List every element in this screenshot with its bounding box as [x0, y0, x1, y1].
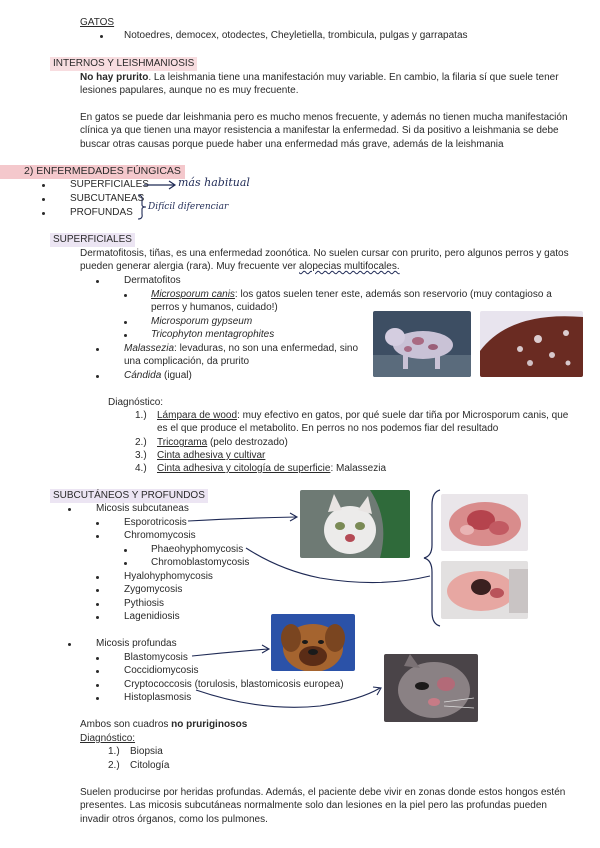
sub-item-lagenidiosis: Lagenidiosis [124, 611, 180, 622]
microsporum-canis-text: : los gatos suelen tener este, además son reservorio (muy contagioso a [234, 289, 552, 300]
fungicas-item-superficiales: SUPERFICIALES [70, 179, 149, 190]
ambos-text: Ambos son cuadros [80, 719, 172, 730]
lampara-wood-text: : muy efectivo en gatos, por qué suele dar tiña por Microsporum canis, que [237, 410, 569, 421]
cinta-citologia: Cinta adhesiva y citología de superficie [157, 463, 331, 474]
gatos-item: Notoedres, democex, otodectes, Cheyletiella, trombicula, pulgas y garrapatas [124, 30, 468, 41]
sub-diag-num-1: 1.) [108, 746, 120, 757]
internos-p1-text: . La leishmania tiene una manifestación muy variable. En cambio, la filaria sí que suele tener [148, 72, 559, 83]
microsporum-canis-name: Microsporum canis [151, 289, 235, 300]
superficiales-diag-title: Diagnóstico: [108, 397, 164, 408]
prof-item-coccidio: Coccidiomycosis [124, 665, 199, 676]
cinta-citologia-text: : Malassezia [330, 463, 387, 474]
sub-item-chromomycosis: Chromomycosis [124, 530, 196, 541]
ambos-line [80, 718, 247, 732]
chromo-sub-phaeo: Phaeohyphomycosis [151, 544, 244, 555]
handwritten-note-habitual: más habitual [178, 176, 250, 189]
superficiales-title: SUPERFICIALES [50, 233, 135, 247]
lampara-wood: Lámpara de wood [157, 410, 238, 421]
malassezia-name: Malassezia [124, 343, 175, 354]
micosis-subcutaneas: Micosis subcutaneas [96, 503, 189, 514]
candida-text: (igual) [161, 370, 192, 381]
superficiales-line1: Dermatofitosis, tiñas, es una enfermedad zoonótica. No suelen cursar con prurito, pero algunos perros y gatos [80, 248, 569, 259]
diag-wood-line2: es el que produce el metabolito. En perros no nos podemos fiar del resultado [157, 423, 499, 434]
gatos-title: GATOS [80, 17, 115, 28]
malassezia-line2: una complicación, da prurito [124, 356, 250, 367]
tricograma-text: (pelo destrozado) [207, 437, 288, 448]
sub-diag-citologia: Citología [130, 760, 170, 771]
diag-num-4: 4.) [135, 463, 147, 474]
diag-num-3: 3.) [135, 450, 147, 461]
no-prurito-label: No hay prurito [80, 72, 149, 83]
fungicas-item-subcutaneas: SUBCUTANEAS [70, 193, 145, 204]
fungicas-title: 2) ENFERMEDADES FÚNGICAS [0, 165, 185, 179]
no-pruriginosos: no pruriginosos [171, 719, 248, 730]
subcutaneos-diag-title: Diagnóstico: [80, 733, 136, 744]
prof-item-histo: Histoplasmosis [124, 692, 192, 703]
sub-item-zygo: Zygomycosis [124, 584, 183, 595]
chromo-sub-blasto: Chromoblastomycosis [151, 557, 250, 568]
superficiales-line2-text: pueden generar alergia (rara). Muy frecuente ver [80, 261, 300, 272]
sub-diag-biopsia: Biopsia [130, 746, 163, 757]
prof-item-crypto: Cryptococcosis (torulosis, blastomicosis europea) [124, 679, 344, 690]
internos-title: INTERNOS Y LEISHMANIOSIS [50, 57, 197, 71]
microsporum-canis-line2: perros y humanos, cuidado!) [151, 302, 278, 313]
handwritten-note-dificil: Difícil diferenciar [148, 202, 229, 212]
internos-p2-line3: buscar otras causas porque puede haber una enfermedad más grave, además de la leishmania [80, 139, 504, 150]
internos-p2-line2: clínica ya que tienen una mayor resistencia a manifestar la enfermedad. Si da positivo a leishmania se debe [80, 125, 559, 136]
diag-num-1: 1.) [135, 410, 147, 421]
sub-diag-num-2: 2.) [108, 760, 120, 771]
diag-cinta-cultivar: Cinta adhesiva y cultivar [157, 450, 266, 461]
sub-item-pythiosis: Pythiosis [124, 598, 165, 609]
dermatofitos-label: Dermatofitos [124, 275, 181, 286]
malassezia-text: : levaduras, no son una enfermedad, sino [174, 343, 359, 354]
final-line1: Suelen producirse por heridas profundas. Además, el paciente debe vivir en zonas donde estos hongos estén [80, 787, 566, 798]
internos-p1-line2: lesiones papulares, aunque no es muy frecuente. [80, 85, 299, 96]
alopecias-multifocales: alopecias multifocales. [299, 261, 400, 272]
tricograma: Tricograma [157, 437, 208, 448]
microsporum-gypseum: Microsporum gypseum [151, 316, 253, 327]
candida-name: Cándida [124, 370, 162, 381]
internos-p2-line1: En gatos se puede dar leishmania pero es mucho menos frecuente, y además no tienen mucha manifestación [80, 112, 568, 123]
prof-item-blasto: Blastomycosis [124, 652, 188, 663]
fungicas-item-profundas: PROFUNDAS [70, 207, 133, 218]
sub-item-hyalo: Hyalohyphomycosis [124, 571, 213, 582]
final-line3: invadir otros órganos, como los pulmones. [80, 814, 268, 825]
subcutaneos-title: SUBCUTÁNEOS Y PROFUNDOS [50, 489, 208, 503]
tricophyton-mentagrophites: Tricophyton mentagrophites [151, 329, 275, 340]
diag-num-2: 2.) [135, 437, 147, 448]
sub-item-esporotricosis: Esporotricosis [124, 517, 187, 528]
micosis-profundas: Micosis profundas [96, 638, 177, 649]
final-line2: presentes. Las micosis subcutáneas normalmente solo dan lesiones en la piel pero las profundas pueden [80, 800, 547, 811]
